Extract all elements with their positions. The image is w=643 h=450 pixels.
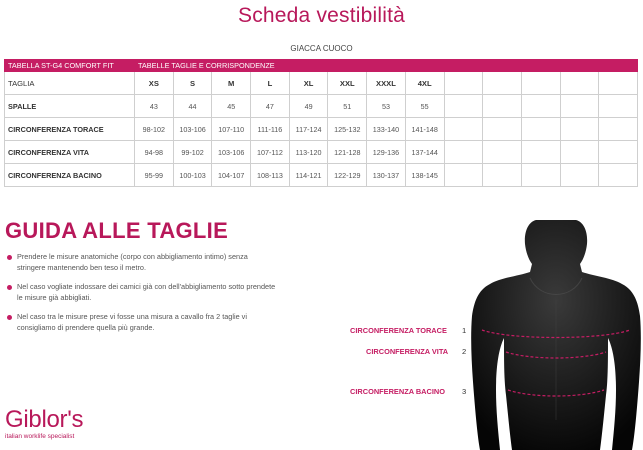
table-cell: 114-121: [289, 164, 328, 187]
empty-cell: [560, 95, 599, 118]
table-cell: 117-124: [289, 118, 328, 141]
row-label: CIRCONFERENZA VITA: [5, 141, 135, 164]
empty-cell: [560, 141, 599, 164]
row-label: CIRCONFERENZA BACINO: [5, 164, 135, 187]
table-cell: 108-113: [251, 164, 290, 187]
empty-cell: [521, 118, 560, 141]
measure-number-waist: 2: [462, 347, 467, 356]
empty-cell: [599, 164, 638, 187]
table-cell: 129-136: [367, 141, 406, 164]
table-cell: 51: [328, 95, 367, 118]
table-row: [5, 141, 638, 164]
size-header: XXXL: [367, 72, 406, 95]
table-band-left: TABELLA ST-G4 COMFORT FIT: [5, 60, 135, 72]
size-header: XS: [135, 72, 174, 95]
table-cell: 138-145: [405, 164, 444, 187]
table-cell: 107-110: [212, 118, 251, 141]
size-header: 4XL: [405, 72, 444, 95]
table-row: [5, 95, 638, 118]
size-table: [4, 59, 638, 187]
table-band: [5, 60, 638, 72]
empty-cell: [560, 118, 599, 141]
empty-cell: [483, 95, 522, 118]
empty-cell: [521, 141, 560, 164]
table-band-right: TABELLE TAGLIE E CORRISPONDENZE: [135, 60, 638, 72]
table-cell: 103-106: [212, 141, 251, 164]
logo-brand: Giblor's: [5, 406, 84, 433]
measure-label-waist: CIRCONFERENZA VITA: [366, 347, 449, 356]
guide-bullet: [7, 252, 277, 273]
table-cell: 94-98: [135, 141, 174, 164]
table-cell: 107-112: [251, 141, 290, 164]
size-header: XL: [289, 72, 328, 95]
table-cell: 53: [367, 95, 406, 118]
empty-cell: [560, 164, 599, 187]
table-header-row: [5, 72, 638, 95]
table-cell: 125-132: [328, 118, 367, 141]
table-cell: 99-102: [173, 141, 212, 164]
empty-cell: [444, 118, 483, 141]
empty-cell: [521, 72, 560, 95]
torso-silhouette: [471, 220, 641, 450]
table-cell: 95-99: [135, 164, 174, 187]
empty-cell: [599, 141, 638, 164]
empty-cell: [483, 141, 522, 164]
table-cell: 122-129: [328, 164, 367, 187]
bullet-dot-icon: [7, 255, 12, 260]
row-label: CIRCONFERENZA TORACE: [5, 118, 135, 141]
empty-cell: [599, 118, 638, 141]
table-cell: 100-103: [173, 164, 212, 187]
table-cell: 111-116: [251, 118, 290, 141]
table-cell: 43: [135, 95, 174, 118]
table-cell: 103-106: [173, 118, 212, 141]
torso-figure: [470, 220, 643, 450]
table-cell: 45: [212, 95, 251, 118]
table-cell: 113-120: [289, 141, 328, 164]
table-cell: 141-148: [405, 118, 444, 141]
bullet-dot-icon: [7, 285, 12, 290]
guide-bullet-text: Nel caso tra le misure prese vi fosse una misura a cavallo fra 2 taglie vi consigliamo di prendere quella più grande.: [17, 312, 247, 332]
bullet-dot-icon: [7, 315, 12, 320]
size-header: XXL: [328, 72, 367, 95]
empty-cell: [444, 72, 483, 95]
product-name: GIACCA CUOCO: [290, 44, 353, 53]
empty-cell: [483, 118, 522, 141]
table-cell: 49: [289, 95, 328, 118]
empty-cell: [444, 141, 483, 164]
measure-label-hips: CIRCONFERENZA BACINO: [350, 387, 445, 396]
brand-logo: [5, 408, 83, 440]
size-label: TAGLIA: [5, 72, 135, 95]
size-header: M: [212, 72, 251, 95]
table-row: [5, 164, 638, 187]
measure-label-chest: CIRCONFERENZA TORACE: [350, 326, 447, 335]
empty-cell: [444, 95, 483, 118]
table-cell: 121-128: [328, 141, 367, 164]
guide-title: GUIDA ALLE TAGLIE: [5, 218, 229, 243]
size-header: S: [173, 72, 212, 95]
table-cell: 44: [173, 95, 212, 118]
page-title: Scheda vestibilità: [237, 4, 406, 27]
table-cell: 133-140: [367, 118, 406, 141]
table-cell: 137-144: [405, 141, 444, 164]
size-header: L: [251, 72, 290, 95]
table-cell: 98-102: [135, 118, 174, 141]
empty-cell: [599, 72, 638, 95]
empty-cell: [483, 72, 522, 95]
table-cell: 130-137: [367, 164, 406, 187]
table-row: [5, 118, 638, 141]
empty-cell: [483, 164, 522, 187]
guide-bullet-text: Prendere le misure anatomiche (corpo con abbigliamento intimo) senza stringere mantenendo ben teso il metro.: [17, 252, 248, 272]
empty-cell: [444, 164, 483, 187]
measure-number-chest: 1: [462, 326, 467, 335]
guide-bullet: [7, 282, 277, 303]
table-cell: 47: [251, 95, 290, 118]
guide-bullet: [7, 312, 277, 333]
empty-cell: [521, 164, 560, 187]
table-cell: 55: [405, 95, 444, 118]
table-cell: 104-107: [212, 164, 251, 187]
logo-tagline: italian worklife specialist: [5, 433, 75, 440]
measure-number-hips: 3: [462, 387, 467, 396]
guide-bullet-text: Nel caso vogliate indossare dei camici già con dell'abbigliamento sotto prendete le misure già abbigliati.: [17, 282, 276, 302]
empty-cell: [521, 95, 560, 118]
row-label: SPALLE: [5, 95, 135, 118]
empty-cell: [599, 95, 638, 118]
empty-cell: [560, 72, 599, 95]
